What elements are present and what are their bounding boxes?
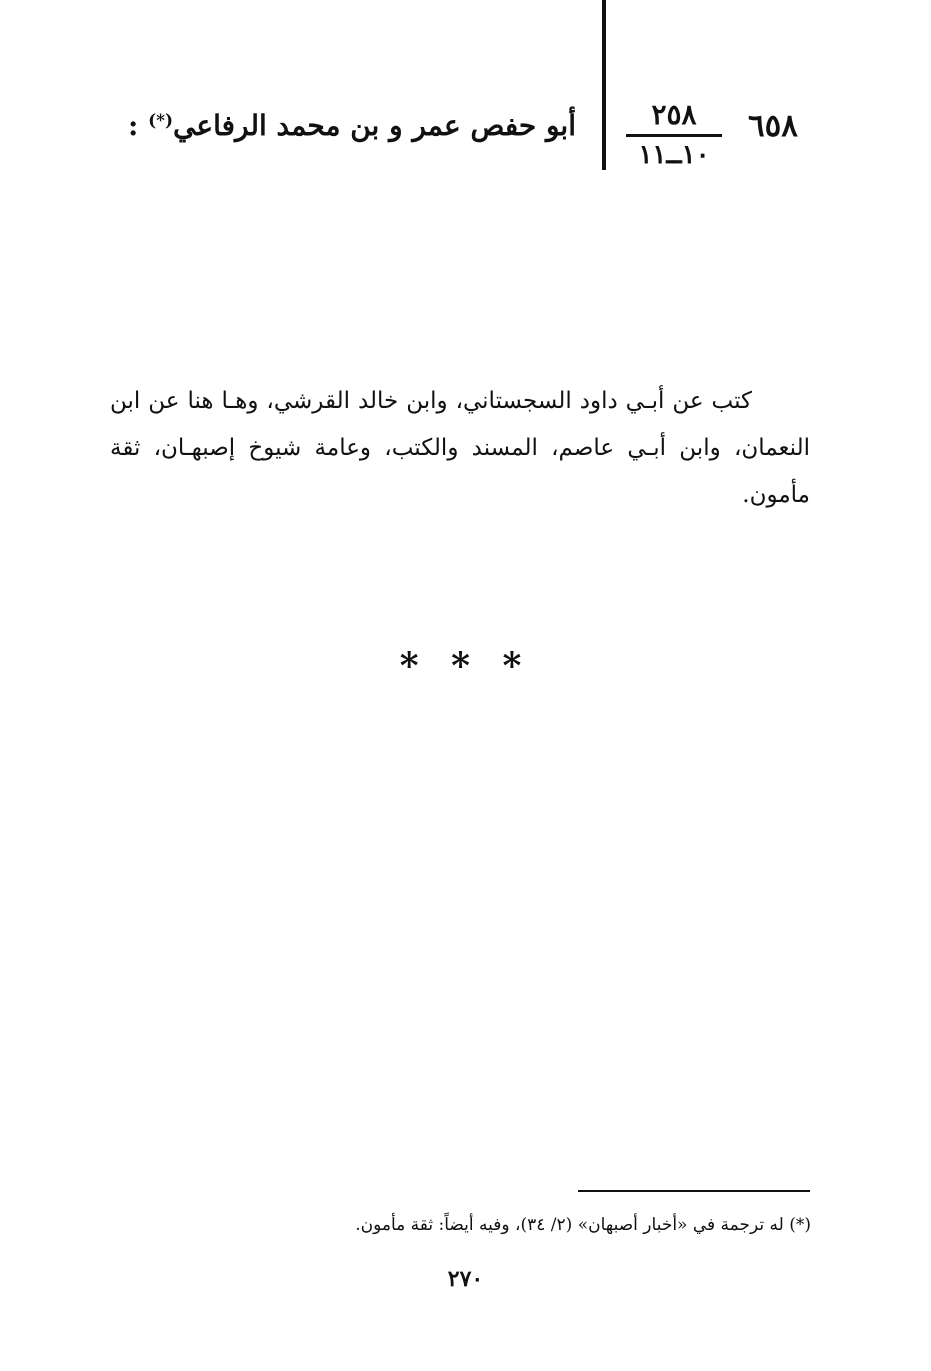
- section-separator: * * *: [399, 645, 532, 687]
- entry-title: [116, 109, 576, 142]
- page-number: ٢٧٠: [447, 1266, 484, 1292]
- footnote: (*) له ترجمة في «أخبار أصبهان» (٢/ ٣٤)، وفيه أيضاً: ثقة مأمون.: [355, 1215, 811, 1235]
- entry-number: ٦٥٨: [748, 108, 798, 144]
- entry-body: [110, 378, 810, 519]
- footnote-divider: [578, 1190, 810, 1192]
- footnote-marker: (*): [148, 111, 174, 131]
- entry-title-text: أبو حفص عمر و بن محمد الرفاعي: [173, 109, 576, 142]
- fraction-denominator: ١٠ــ١١: [638, 140, 710, 170]
- body-paragraph: كتب عن أبـي داود السجستاني، وابن خالد القرشي، وهـا هنا عن ابن النعمان، وابن أبـي عاصم، المسند والكتب، وعامة شيوخ إصبهـان، ثقة مأمون.: [110, 388, 810, 508]
- fraction-numerator: ٢٥٨: [651, 98, 697, 131]
- entry-reference-fraction: [624, 98, 724, 173]
- header-divider-line: [602, 0, 606, 170]
- entry-title-colon: :: [127, 109, 139, 142]
